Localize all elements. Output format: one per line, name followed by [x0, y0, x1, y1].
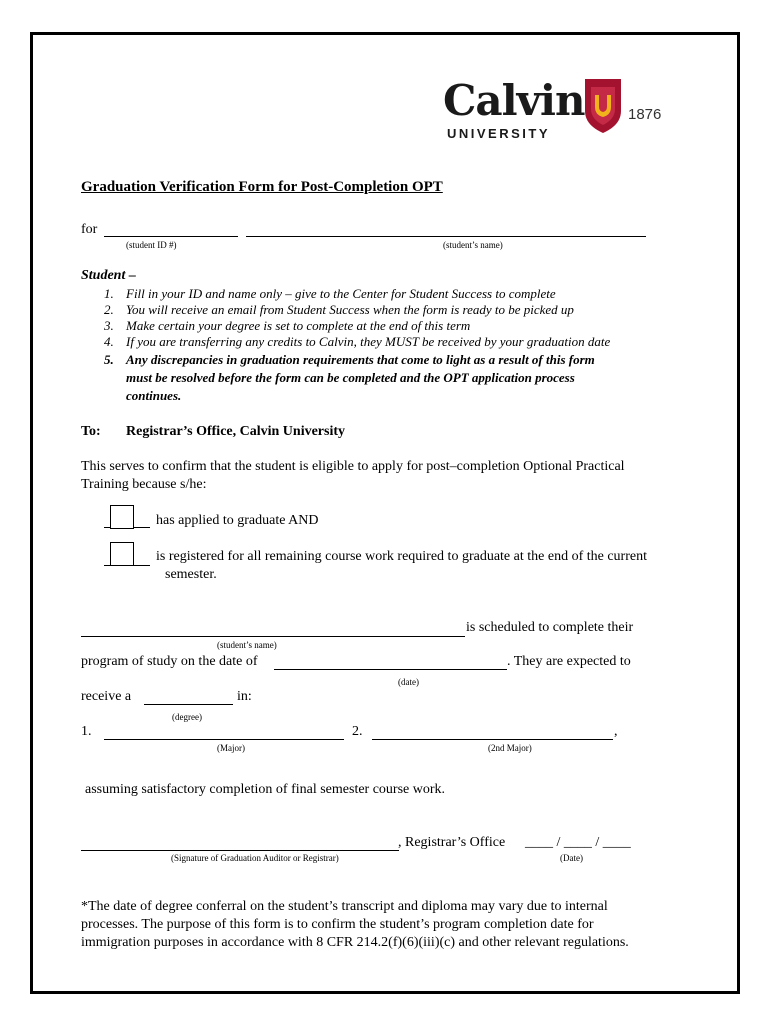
logo-year: 1876: [628, 106, 662, 123]
degree-field[interactable]: [144, 704, 233, 705]
shield-icon: [583, 77, 623, 135]
instruction-item: You will receive an email from Student Success when the form is ready to be picked up: [126, 302, 574, 317]
checkbox-1-label: has applied to graduate AND: [156, 513, 319, 528]
logo-university: UNIVERSITY: [447, 126, 551, 141]
form-title: Graduation Verification Form for Post-Completion OPT: [81, 179, 443, 195]
checkbox-2-label-line1: is registered for all remaining course work required to graduate at the end of the current: [156, 549, 647, 564]
instruction-item-bold: must be resolved before the form can be completed and the OPT application process: [126, 370, 575, 385]
scheduled-student-name-field[interactable]: [81, 636, 465, 637]
signature-field[interactable]: [81, 850, 399, 851]
instruction-item-bold: continues.: [126, 388, 182, 403]
footnote-line2: processes. The purpose of this form is to confirm the student’s program completion date for: [81, 917, 594, 932]
instruction-num: 3.: [104, 318, 114, 333]
student-name-field[interactable]: [246, 236, 646, 237]
for-label: for: [81, 222, 98, 237]
student-name-caption: (student’s name): [443, 240, 503, 250]
signature-date-caption: (Date): [560, 853, 583, 863]
footnote-line1: *The date of degree conferral on the student’s transcript and diploma may vary due to internal: [81, 899, 608, 914]
completion-date-field[interactable]: [274, 669, 507, 670]
logo-name: Calvin: [443, 76, 585, 125]
checkbox-2-label-line2: semester.: [165, 567, 217, 582]
confirm-text-line1: This serves to confirm that the student is eligible to apply for post–completion Optional Practical: [81, 459, 625, 474]
major-1-field[interactable]: [104, 739, 344, 740]
confirm-text-line2: Training because s/he:: [81, 477, 207, 492]
registrar-office-label: , Registrar’s Office: [398, 835, 506, 850]
instruction-item: Make certain your degree is set to complete at the end of this term: [126, 318, 471, 333]
receive-suffix: in:: [237, 689, 252, 704]
signature-caption: (Signature of Graduation Auditor or Registrar): [171, 853, 339, 863]
assuming-text: assuming satisfactory completion of final semester course work.: [85, 782, 446, 797]
major-2-caption: (2nd Major): [488, 743, 532, 753]
instruction-item: Fill in your ID and name only – give to the Center for Student Success to complete: [126, 286, 556, 301]
registered-checkbox[interactable]: [110, 542, 134, 566]
to-value: Registrar’s Office, Calvin University: [126, 424, 346, 439]
instruction-num: 1.: [104, 286, 114, 301]
student-heading: Student –: [81, 268, 136, 283]
instruction-item-bold: Any discrepancies in graduation requirements that come to light as a result of this form: [126, 352, 595, 367]
major-2-number: 2.: [352, 724, 363, 739]
major-caption: (Major): [217, 743, 245, 753]
date-caption: (date): [398, 677, 419, 687]
major-2-field[interactable]: [372, 739, 613, 740]
scheduled-name-caption: (student’s name): [217, 640, 277, 650]
signature-date-field[interactable]: ____ / ____ / ____: [525, 835, 631, 850]
footnote-line3: immigration purposes in accordance with 8 CFR 214.2(f)(6)(iii)(c) and other relevant regulations.: [81, 935, 629, 950]
receive-prefix: receive a: [81, 689, 132, 704]
instruction-num: 5.: [104, 352, 114, 367]
program-prefix: program of study on the date of: [81, 654, 258, 669]
major-1-number: 1.: [81, 724, 92, 739]
instruction-num: 2.: [104, 302, 114, 317]
to-label: To:: [81, 424, 101, 439]
major-comma: ,: [614, 724, 618, 739]
scheduled-suffix: is scheduled to complete their: [466, 620, 634, 635]
applied-checkbox[interactable]: [110, 505, 134, 529]
program-suffix: . They are expected to: [507, 654, 631, 669]
student-id-caption: (student ID #): [126, 240, 177, 250]
student-id-field[interactable]: [104, 236, 238, 237]
instruction-num: 4.: [104, 334, 114, 349]
degree-caption: (degree): [172, 712, 202, 722]
instruction-item: If you are transferring any credits to Calvin, they MUST be received by your graduation date: [126, 334, 611, 349]
